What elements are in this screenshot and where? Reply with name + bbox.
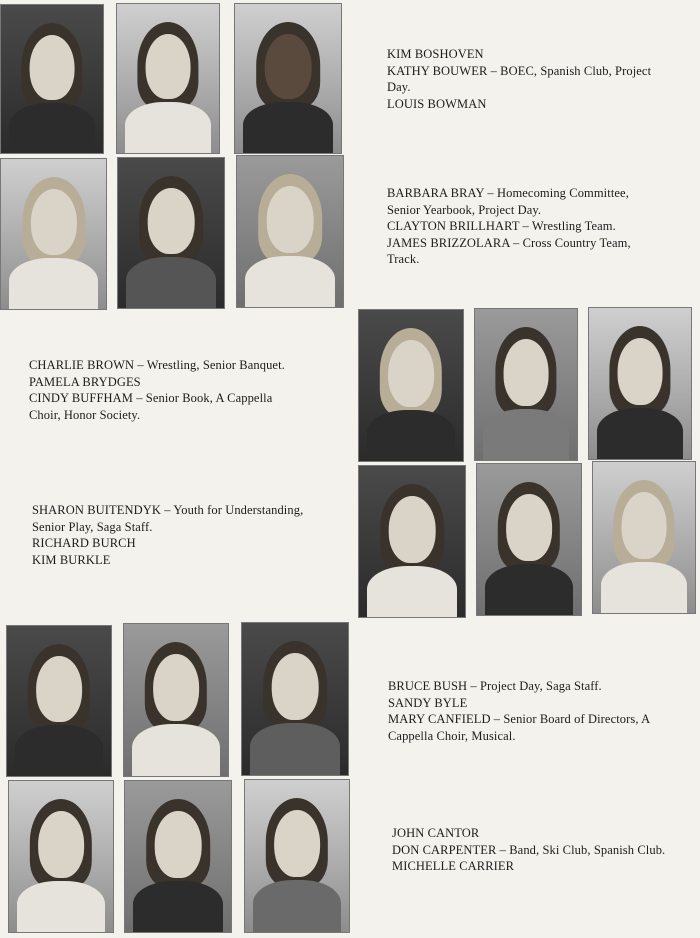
caption-line: Choir, Honor Society.: [29, 407, 141, 422]
portrait-photo: [236, 155, 344, 308]
caption-line: JAMES BRIZZOLARA – Cross Country Team,: [387, 235, 631, 250]
caption-line: RICHARD BURCH: [32, 536, 136, 550]
portrait-photo: [358, 465, 466, 618]
caption-line: KIM BURKLE: [32, 552, 111, 567]
caption-block: [392, 825, 682, 875]
portrait-photo: [592, 461, 696, 614]
portrait-photo: [116, 3, 220, 154]
caption-line: JOHN CANTOR: [392, 826, 480, 840]
caption-line: CLAYTON BRILLHART – Wrestling Team.: [387, 219, 616, 233]
portrait-photo: [0, 4, 104, 154]
caption-block: [29, 357, 317, 423]
caption-line: KIM BOSHOVEN: [387, 47, 484, 61]
caption-line: MICHELLE CARRIER: [392, 859, 515, 873]
caption-line: Senior Yearbook, Project Day.: [387, 202, 542, 217]
portrait-photo: [358, 309, 464, 462]
caption-line: MARY CANFIELD – Senior Board of Directors, A: [388, 712, 651, 726]
caption-line: KATHY BOUWER – BOEC, Spanish Club, Project: [387, 63, 652, 78]
portrait-photo: [234, 3, 342, 154]
caption-line: BRUCE BUSH – Project Day, Saga Staff.: [388, 679, 602, 693]
portrait-photo: [241, 622, 349, 776]
portrait-photo: [244, 779, 350, 933]
caption-block: [32, 502, 322, 568]
portrait-photo: [0, 158, 107, 310]
caption-line: LOUIS BOWMAN: [387, 96, 487, 111]
caption-block: [387, 185, 667, 268]
caption-line: SHARON BUITENDYK – Youth for Understanding,: [32, 503, 304, 517]
portrait-photo: [588, 307, 692, 460]
caption-line: PAMELA BRYDGES: [29, 374, 141, 389]
caption-line: Cappella Choir, Musical.: [388, 728, 516, 743]
caption-block: [388, 678, 674, 744]
caption-block: [387, 46, 663, 112]
caption-line: BARBARA BRAY – Homecoming Committee,: [387, 186, 629, 200]
caption-line: Track.: [387, 252, 420, 266]
caption-line: Senior Play, Saga Staff.: [32, 519, 153, 534]
caption-line: SANDY BYLE: [388, 695, 468, 710]
portrait-photo: [6, 625, 112, 777]
caption-line: Day.: [387, 80, 411, 94]
portrait-photo: [117, 157, 225, 309]
portrait-photo: [123, 623, 229, 777]
portrait-photo: [476, 463, 582, 616]
portrait-photo: [474, 308, 578, 461]
caption-line: DON CARPENTER – Band, Ski Club, Spanish Club.: [392, 842, 666, 857]
caption-line: CHARLIE BROWN – Wrestling, Senior Banquet.: [29, 358, 285, 372]
portrait-photo: [124, 780, 232, 933]
portrait-photo: [8, 780, 114, 933]
caption-line: CINDY BUFFHAM – Senior Book, A Cappella: [29, 391, 273, 405]
